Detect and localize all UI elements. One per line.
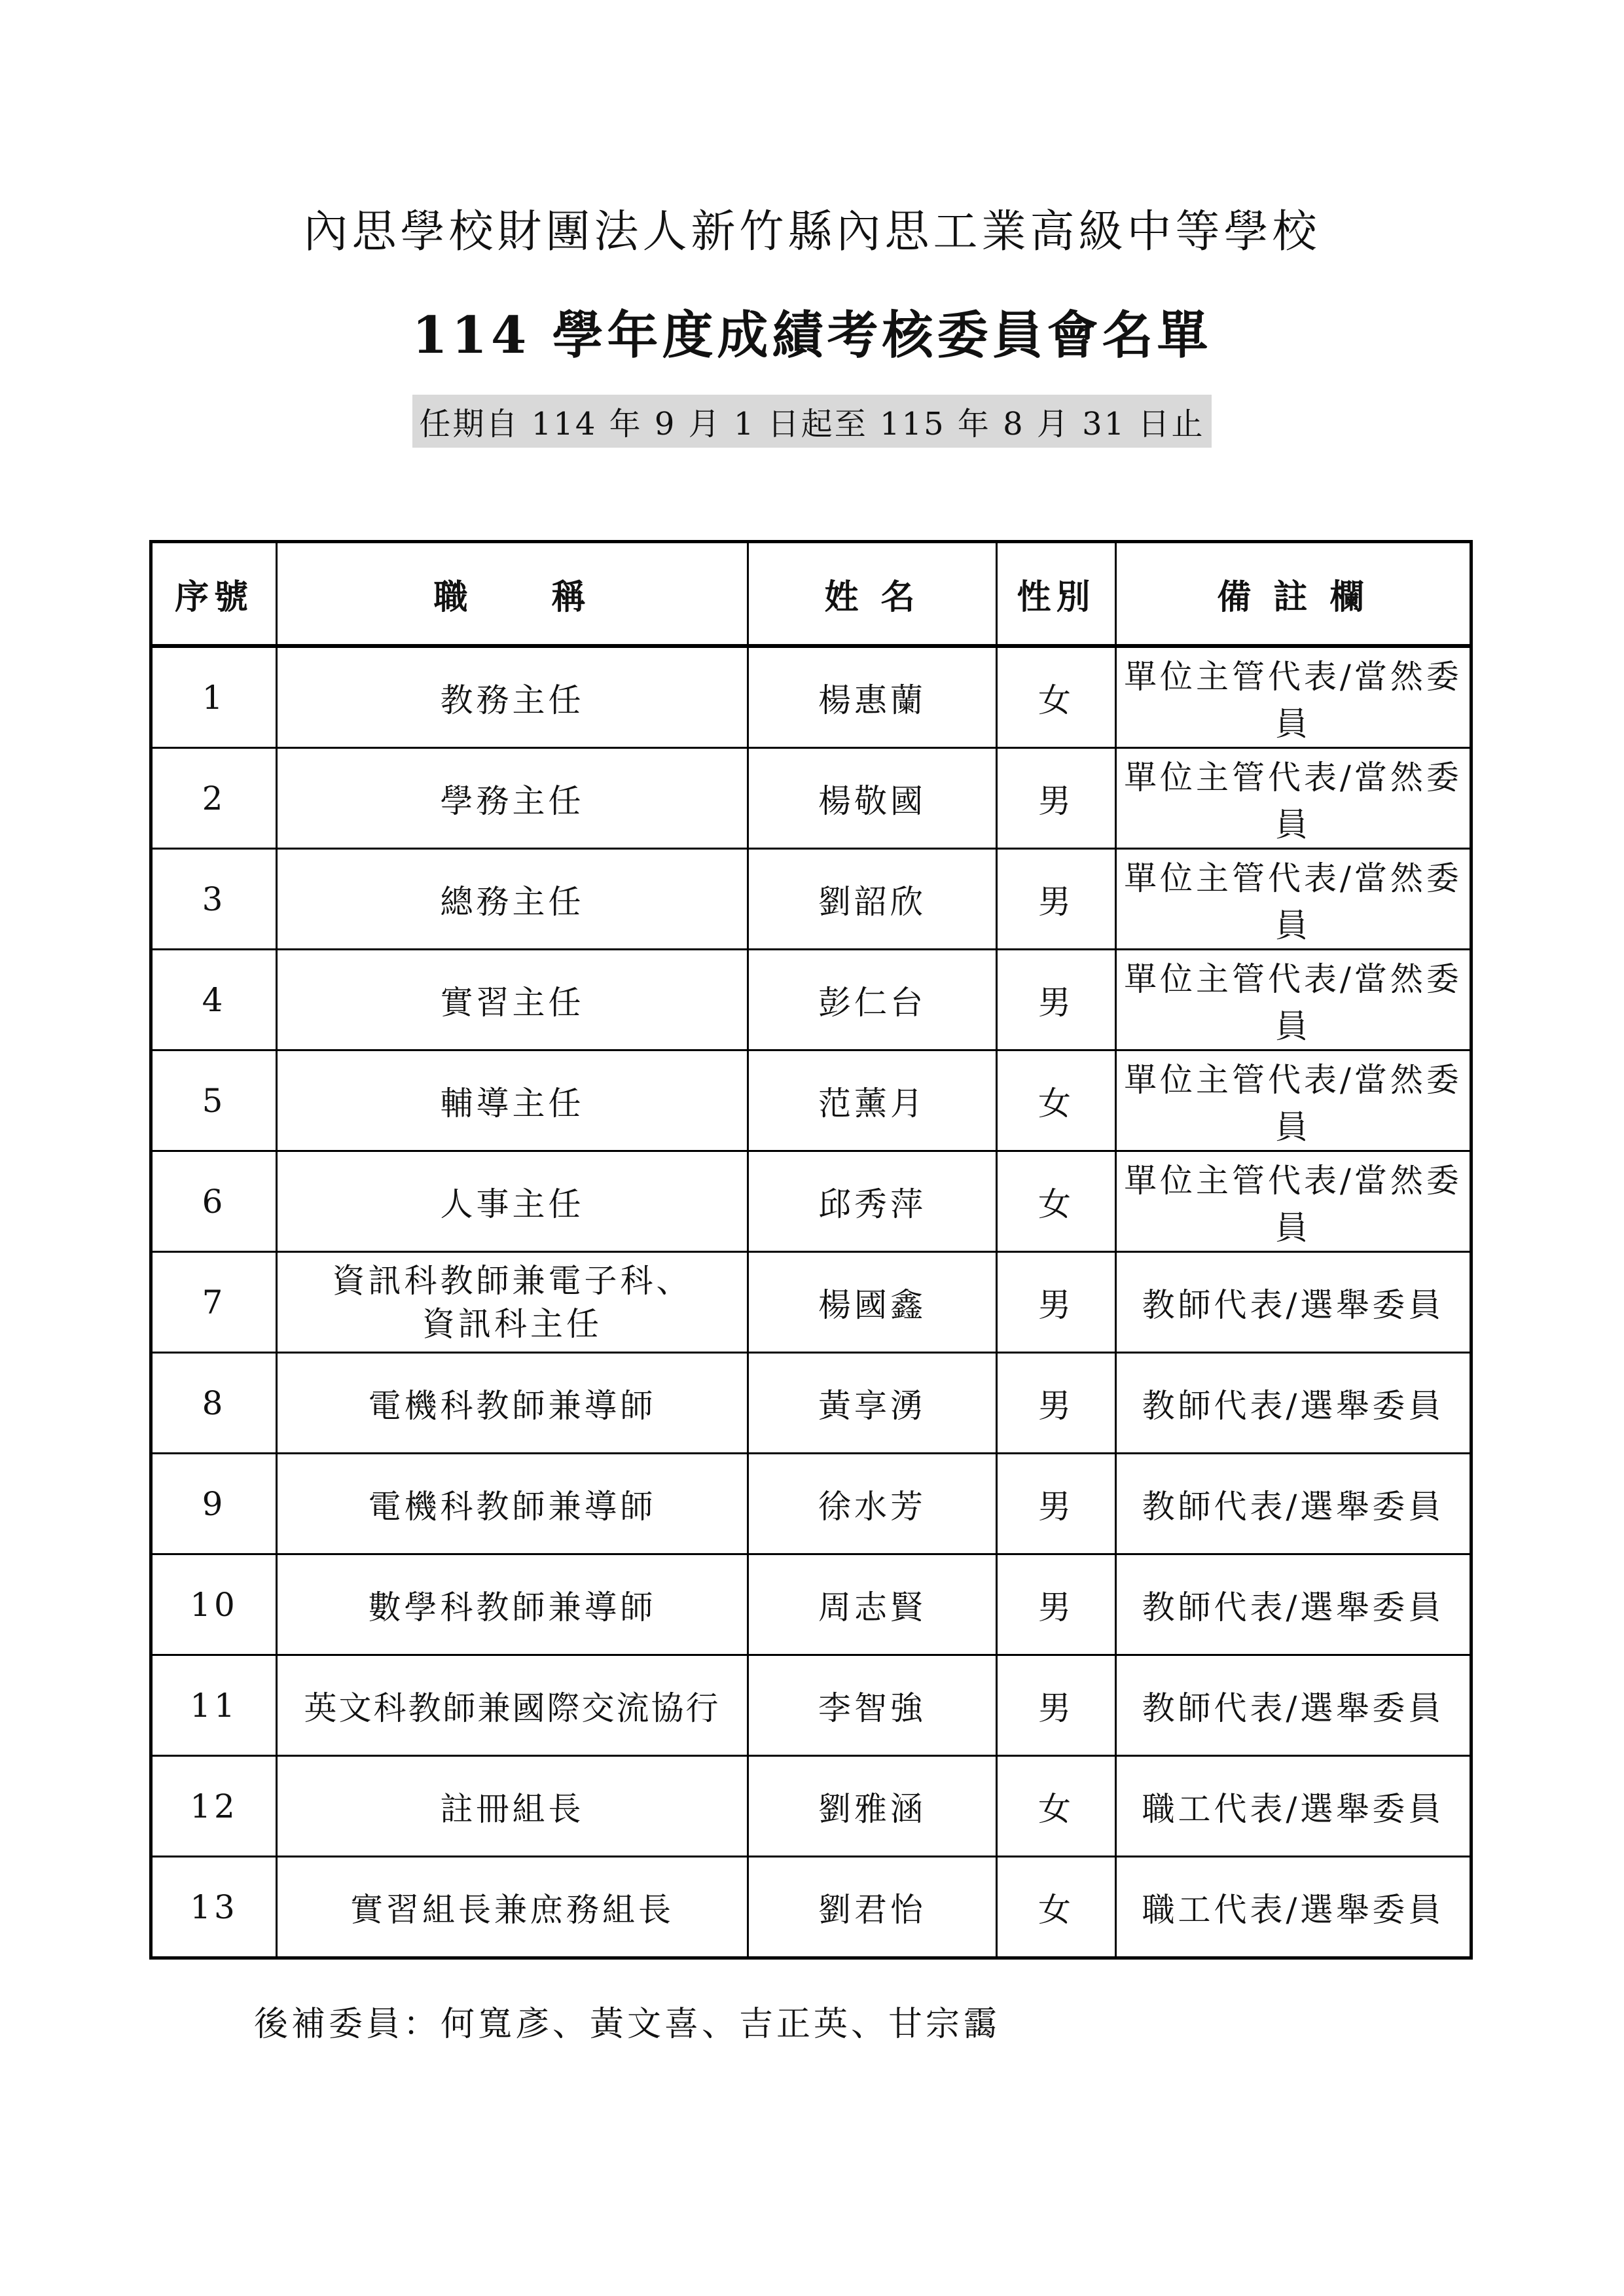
row-serial: 4	[151, 950, 277, 1050]
header-name: 姓 名	[748, 542, 997, 647]
document-title: 114 學年度成績考核委員會名單	[412, 306, 1212, 365]
row-serial: 11	[151, 1655, 277, 1756]
table-row	[151, 1655, 1471, 1756]
table-row	[151, 1857, 1471, 1958]
row-gender: 男	[997, 1353, 1116, 1454]
table-row	[151, 1151, 1471, 1252]
table-row	[151, 1454, 1471, 1554]
row-name: 徐水芳	[748, 1454, 997, 1554]
row-serial: 8	[151, 1353, 277, 1454]
table-row	[151, 1756, 1471, 1857]
row-remark: 單位主管代表/當然委員	[1116, 1151, 1471, 1252]
row-name: 劉君怡	[748, 1857, 997, 1958]
table-header-row	[151, 542, 1471, 647]
row-name: 劉韶欣	[748, 849, 997, 950]
row-gender: 男	[997, 1454, 1116, 1554]
row-position: 教務主任	[277, 646, 748, 748]
row-remark: 教師代表/選舉委員	[1116, 1554, 1471, 1655]
row-gender: 女	[997, 1151, 1116, 1252]
row-name: 楊惠蘭	[748, 646, 997, 748]
row-remark: 職工代表/選舉委員	[1116, 1857, 1471, 1958]
table-row	[151, 1554, 1471, 1655]
row-remark: 單位主管代表/當然委員	[1116, 1050, 1471, 1151]
row-remark: 教師代表/選舉委員	[1116, 1252, 1471, 1353]
row-name: 楊國鑫	[748, 1252, 997, 1353]
row-position-multiline	[277, 1252, 748, 1353]
row-position: 實習主任	[277, 950, 748, 1050]
row-serial: 2	[151, 748, 277, 849]
row-serial: 3	[151, 849, 277, 950]
row-name: 黃享湧	[748, 1353, 997, 1454]
header-remarks: 備 註 欄	[1116, 542, 1471, 647]
row-position: 輔導主任	[277, 1050, 748, 1151]
row-position: 註冊組長	[277, 1756, 748, 1857]
row-position: 數學科教師兼導師	[277, 1554, 748, 1655]
row-serial: 7	[151, 1252, 277, 1353]
row-remark: 單位主管代表/當然委員	[1116, 849, 1471, 950]
row-gender: 男	[997, 1655, 1116, 1756]
row-serial: 6	[151, 1151, 277, 1252]
alternate-members: 後補委員：何寬彥、黃文喜、吉正英、甘宗靄	[254, 2005, 1001, 2044]
row-position: 總務主任	[277, 849, 748, 950]
row-position: 實習組長兼庶務組長	[277, 1857, 748, 1958]
row-position: 電機科教師兼導師	[277, 1353, 748, 1454]
header-serial: 序號	[151, 542, 277, 647]
row-name: 李智強	[748, 1655, 997, 1756]
table-row	[151, 1353, 1471, 1454]
row-gender: 男	[997, 849, 1116, 950]
row-name: 劉雅涵	[748, 1756, 997, 1857]
row-serial: 5	[151, 1050, 277, 1151]
row-position: 學務主任	[277, 748, 748, 849]
row-remark: 單位主管代表/當然委員	[1116, 646, 1471, 748]
row-remark: 單位主管代表/當然委員	[1116, 748, 1471, 849]
row-serial: 13	[151, 1857, 277, 1958]
row-position: 電機科教師兼導師	[277, 1454, 748, 1554]
row-gender: 女	[997, 1756, 1116, 1857]
row-gender: 女	[997, 1050, 1116, 1151]
row-gender: 女	[997, 646, 1116, 748]
row-remark: 教師代表/選舉委員	[1116, 1655, 1471, 1756]
committee-table	[149, 540, 1473, 1960]
row-position: 人事主任	[277, 1151, 748, 1252]
row-serial: 9	[151, 1454, 277, 1554]
table-row	[151, 849, 1471, 950]
header-position: 職 稱	[277, 542, 748, 647]
term-text: 任期自 114 年 9 月 1 日起至 115 年 8 月 31 日止	[412, 395, 1211, 448]
header-gender: 性別	[997, 542, 1116, 647]
table-row	[151, 1050, 1471, 1151]
row-name: 楊敬國	[748, 748, 997, 849]
row-name: 邱秀萍	[748, 1151, 997, 1252]
row-serial: 1	[151, 646, 277, 748]
row-name: 范薰月	[748, 1050, 997, 1151]
row-position-line2: 資訊科主任	[422, 1304, 602, 1343]
row-remark: 職工代表/選舉委員	[1116, 1756, 1471, 1857]
row-gender: 男	[997, 748, 1116, 849]
row-position-line1: 資訊科教師兼電子科、	[332, 1261, 693, 1300]
row-gender: 男	[997, 1252, 1116, 1353]
row-remark: 單位主管代表/當然委員	[1116, 950, 1471, 1050]
row-gender: 男	[997, 1554, 1116, 1655]
row-name: 彭仁台	[748, 950, 997, 1050]
table-row	[151, 1252, 1471, 1353]
row-gender: 女	[997, 1857, 1116, 1958]
row-name: 周志賢	[748, 1554, 997, 1655]
table-row	[151, 748, 1471, 849]
row-remark: 教師代表/選舉委員	[1116, 1353, 1471, 1454]
row-remark: 教師代表/選舉委員	[1116, 1454, 1471, 1554]
table-row	[151, 646, 1471, 748]
term-line	[0, 395, 1624, 448]
row-serial: 10	[151, 1554, 277, 1655]
row-gender: 男	[997, 950, 1116, 1050]
school-name: 內思學校財團法人新竹縣內思工業高級中等學校	[303, 206, 1321, 258]
row-serial: 12	[151, 1756, 277, 1857]
table-row	[151, 950, 1471, 1050]
row-position: 英文科教師兼國際交流協行	[277, 1655, 748, 1756]
